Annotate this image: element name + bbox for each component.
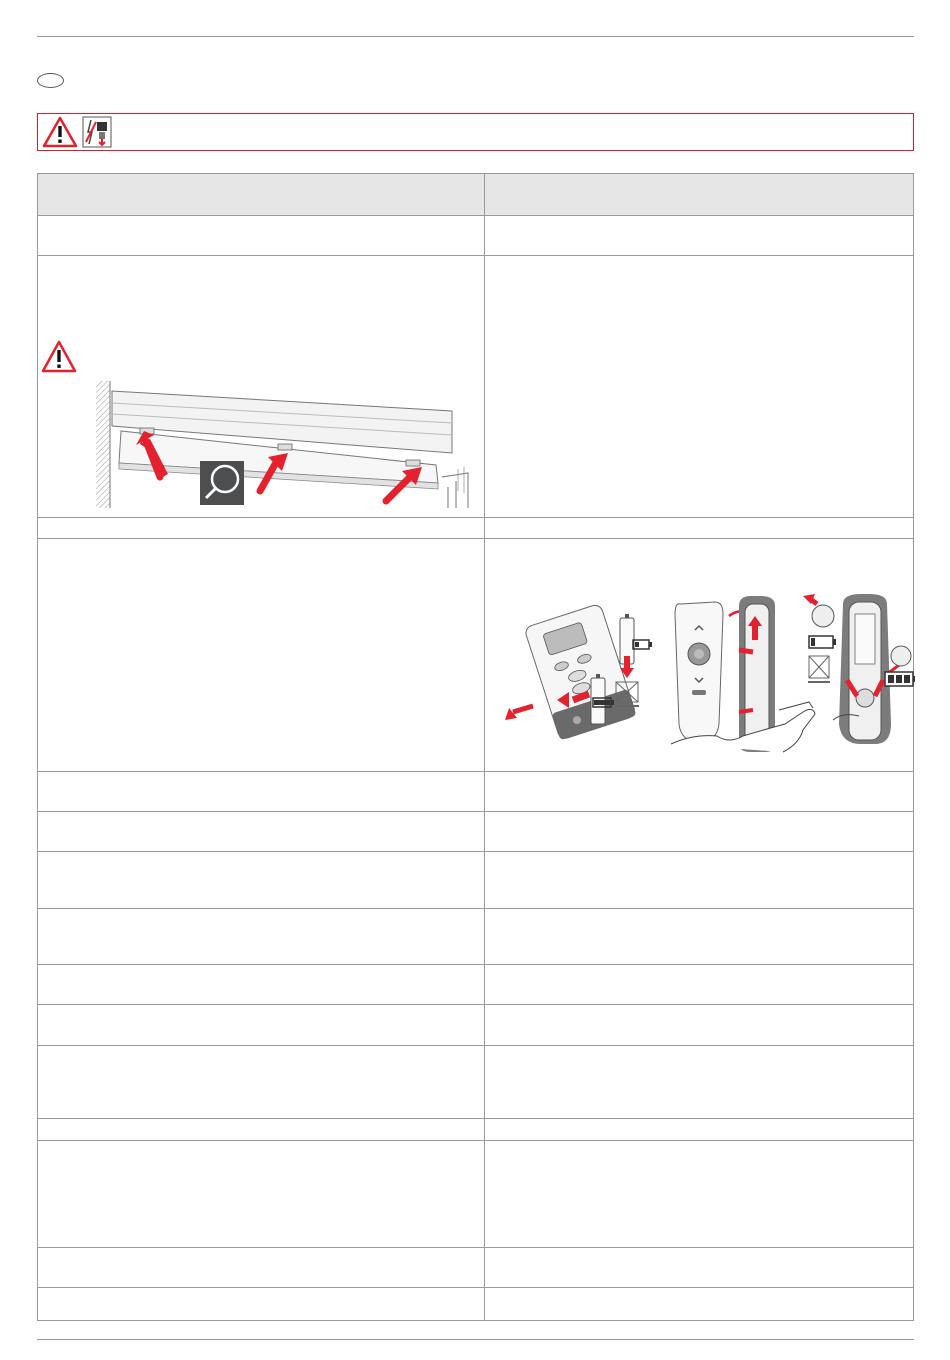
table-row [38, 1248, 914, 1288]
table-row [38, 852, 914, 909]
cell-battery-replacement [485, 539, 914, 772]
cell-awning-inspection [38, 256, 485, 518]
electric-shock-unplug-icon [82, 116, 112, 148]
top-rule [37, 36, 914, 37]
table-row [38, 965, 914, 1005]
content-table [37, 173, 914, 1321]
table-row [38, 1119, 914, 1141]
bottom-rule [37, 1339, 914, 1340]
table-row [38, 772, 914, 812]
header-cell-left [38, 174, 485, 216]
header-cell-right [485, 174, 914, 216]
table-row [38, 1141, 914, 1248]
table-row [38, 518, 914, 539]
warning-triangle-icon [42, 116, 78, 148]
remote-battery-replacement-illustration [503, 594, 915, 754]
table-row [38, 812, 914, 852]
awning-cassette-inspection-illustration [96, 381, 476, 508]
table-row [38, 1046, 914, 1119]
table-row [38, 1005, 914, 1046]
table-header-row [38, 174, 914, 216]
table-row [38, 1288, 914, 1321]
safety-warning-bar [37, 113, 914, 151]
table-row [38, 256, 914, 518]
warning-triangle-icon [41, 340, 77, 374]
table-row [38, 539, 914, 772]
language-badge [37, 73, 64, 88]
table-row [38, 216, 914, 256]
table-row [38, 909, 914, 965]
